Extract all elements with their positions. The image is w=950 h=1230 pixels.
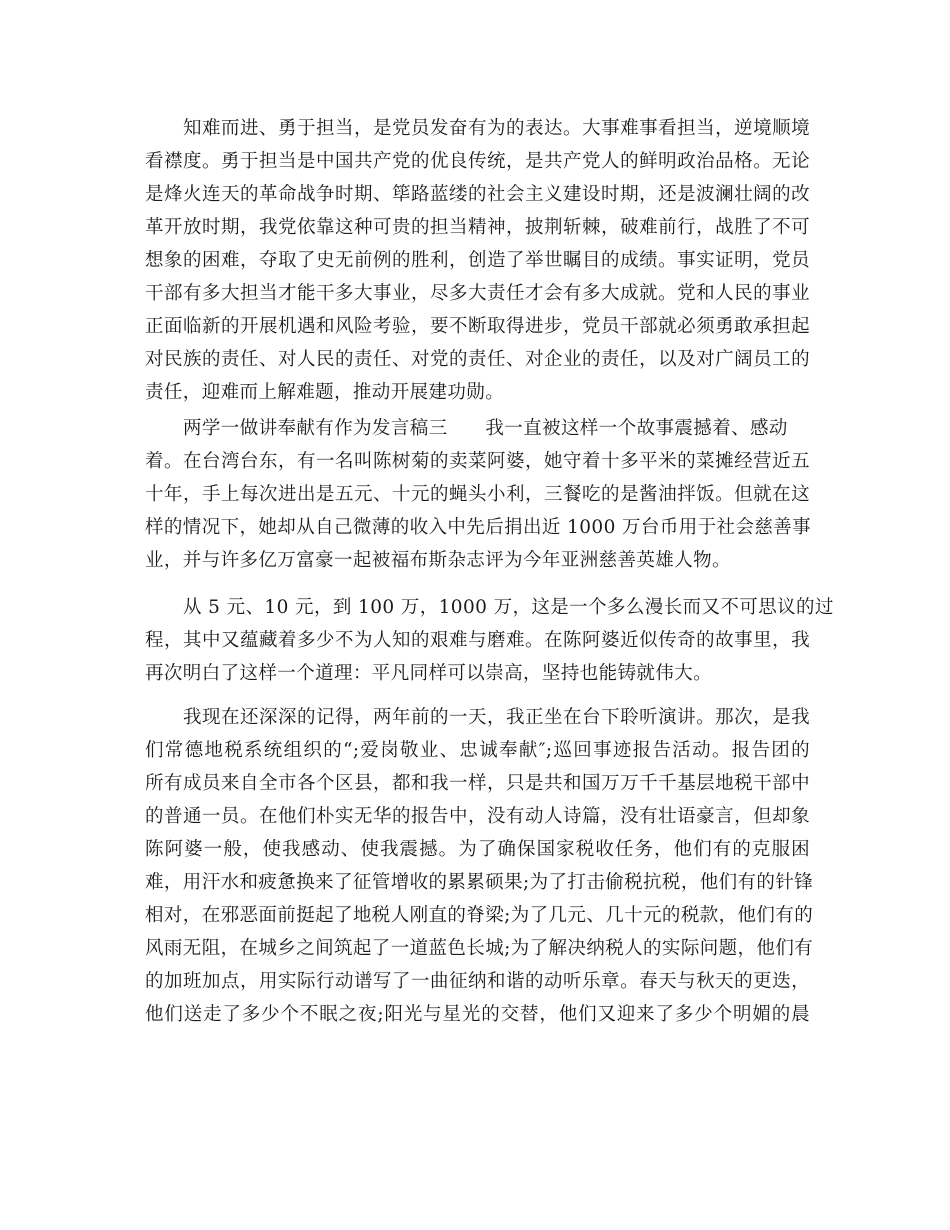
- paragraph-line: 看襟度。勇于担当是中国共产党的优良传统，是共产党人的鲜明政治品格。无论: [145, 151, 810, 172]
- paragraph-line: 风雨无阻，在城乡之间筑起了一道蓝色长城;为了解决纳税人的实际问题，他们有: [145, 938, 814, 959]
- paragraph-line: 干部有多大担当才能干多大事业，尽多大责任才会有多大成就。党和人民的事业: [145, 283, 810, 304]
- paragraph-line: 陈阿婆一般，使我感动、使我震撼。为了确保国家税收任务，他们有的克服困: [145, 839, 810, 860]
- paragraph-line: 知难而进、勇于担当，是党员发奋有为的表达。大事难事看担当，逆境顺境: [183, 118, 810, 139]
- paragraph-line: 相对，在邪恶面前挺起了地税人刚直的脊梁;为了几元、几十元的税款，他们有的: [145, 905, 814, 926]
- paragraph-line: 我现在还深深的记得，两年前的一天，我正坐在台下聆听演讲。那次，是我: [183, 707, 810, 728]
- section-heading-line: 两学一做讲奉献有作为发言稿三 我一直被这样一个故事震撼着、感动: [183, 418, 788, 439]
- paragraph-line: 他们送走了多少个不眠之夜;阳光与星光的交替，他们又迎来了多少个明媚的晨: [145, 1004, 810, 1025]
- paragraph-line: 再次明白了这样一个道理：平凡同样可以崇高，坚持也能铸就伟大。: [145, 663, 713, 684]
- paragraph-line: 从 5 元、10 元，到 100 万，1000 万，这是一个多么漫长而又不可思议的过: [183, 597, 834, 618]
- paragraph-line: 难，用汗水和疲惫换来了征管增收的累累硕果;为了打击偷税抗税，他们有的针锋: [145, 872, 814, 893]
- paragraph-line: 们常德地税系统组织的“;爱岗敬业、忠诚奉献″;巡回事迹报告活动。报告团的: [145, 740, 810, 761]
- paragraph-line: 所有成员来自全市各个区县，都和我一样，只是共和国万万千千基层地税干部中: [145, 773, 810, 794]
- paragraph-line: 业，并与许多亿万富豪一起被福布斯杂志评为今年亚洲慈善英雄人物。: [145, 550, 731, 571]
- paragraph-line: 十年，手上每次进出是五元、十元的蝇头小利，三餐吃的是酱油拌饭。但就在这: [145, 484, 810, 505]
- paragraph-line: 正面临新的开展机遇和风险考验，要不断取得进步，党员干部就必须勇敢承担起: [145, 316, 810, 337]
- paragraph-line: 对民族的责任、对人民的责任、对党的责任、对企业的责任，以及对广阔员工的: [145, 349, 810, 370]
- paragraph-line: 着。在台湾台东，有一名叫陈树菊的卖菜阿婆，她守着十多平米的菜摊经营近五: [145, 451, 810, 472]
- paragraph-line: 的普通一员。在他们朴实无华的报告中，没有动人诗篇，没有壮语豪言，但却象: [145, 806, 810, 827]
- paragraph-line: 责任，迎难而上解难题，推动开展建功勋。: [145, 382, 505, 403]
- paragraph-line: 革开放时期，我党依靠这种可贵的担当精神，披荆斩棘，破难前行，战胜了不可: [145, 217, 810, 238]
- paragraph-line: 是烽火连天的革命战争时期、筚路蓝缕的社会主义建设时期，还是波澜壮阔的改: [145, 184, 810, 205]
- paragraph-line: 想象的困难，夺取了史无前例的胜利，创造了举世瞩目的成绩。事实证明，党员: [145, 250, 810, 271]
- paragraph-line: 的加班加点，用实际行动谱写了一曲征纳和谐的动听乐章。春天与秋天的更迭，: [145, 971, 810, 992]
- paragraph-line: 样的情况下，她却从自己微薄的收入中先后捐出近 1000 万台币用于社会慈善事: [145, 517, 812, 538]
- paragraph-line: 程，其中又蕴藏着多少不为人知的艰难与磨难。在陈阿婆近似传奇的故事里，我: [145, 630, 810, 651]
